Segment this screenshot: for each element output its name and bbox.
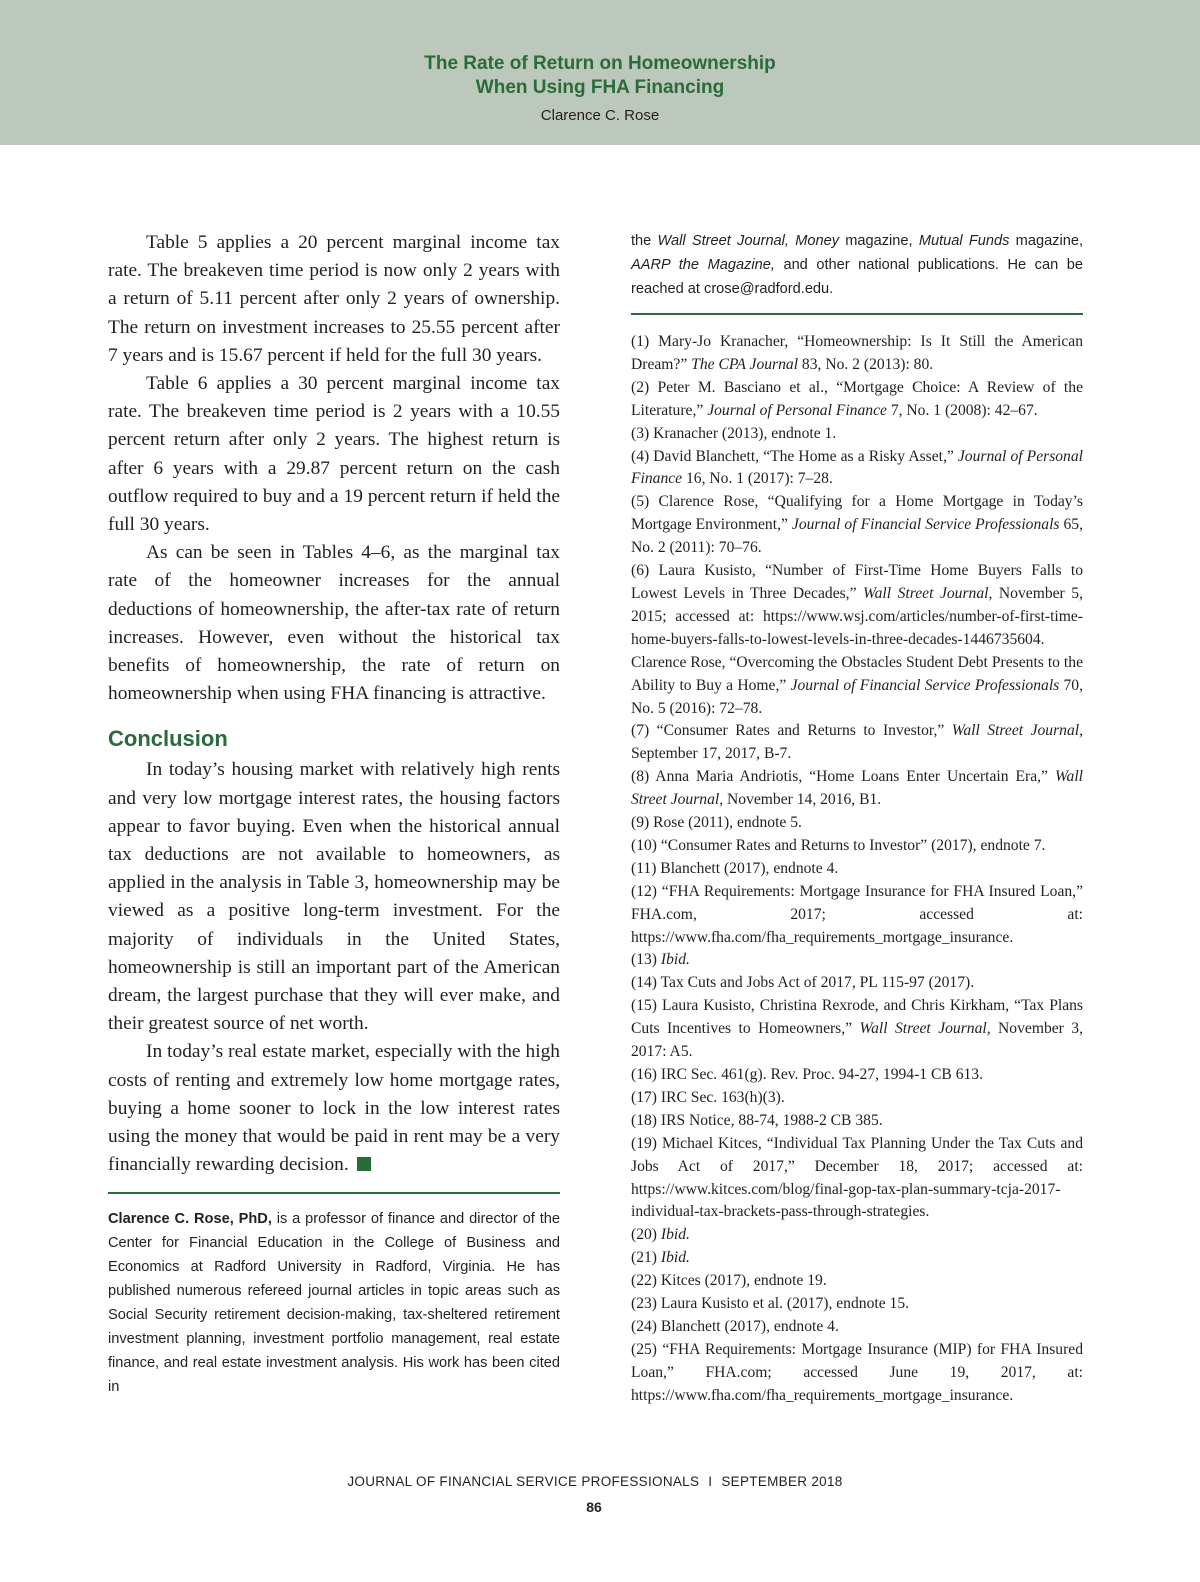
- endnote: (13) Ibid.: [631, 951, 690, 969]
- article-title-line1: The Rate of Return on Homeownership: [424, 53, 776, 74]
- body-paragraph: Table 6 applies a 30 percent marginal income tax rate. The breakeven time period is 2 years with a 10.55 percent return after only 2 years. The highest return is after 6 years with a 29.87 percent return on the cash outflow required to buy and a 19 percent return if held the full 30 years.: [108, 373, 560, 536]
- endnote: (15) Laura Kusisto, Christina Rexrode, and Chris Kirkham, “Tax Plans Cuts Incentives to Homeowners,” Wall Street Journal, November 3, 2017: A5.: [631, 997, 1083, 1061]
- endnote: (17) IRC Sec. 163(h)(3).: [631, 1088, 785, 1106]
- divider-rule: [108, 1192, 560, 1194]
- endnote: (5) Clarence Rose, “Qualifying for a Home Mortgage in Today’s Mortgage Environment,” Journal of Financial Service Professionals 65, No. 2 (2011): 70–76.: [631, 493, 1083, 557]
- right-column: [631, 229, 1083, 1408]
- bio-text: magazine,: [1009, 233, 1084, 249]
- page-number: 86: [586, 1499, 602, 1515]
- endnote: (12) “FHA Requirements: Mortgage Insurance for FHA Insured Loan,” FHA.com, 2017; accessed at: https://www.fha.com/fha_requirements_mortgage_insurance.: [631, 882, 1083, 946]
- endnote: (18) IRS Notice, 88-74, 1988-2 CB 385.: [631, 1111, 883, 1129]
- endnote: (4) David Blanchett, “The Home as a Risky Asset,” Journal of Personal Finance 16, No. 1 (2017): 7–28.: [631, 447, 1083, 488]
- article-title-line2: When Using FHA Financing: [475, 77, 725, 98]
- header-band: [0, 0, 1200, 145]
- endnote: (20) Ibid.: [631, 1226, 690, 1244]
- endnote: (2) Peter M. Basciano et al., “Mortgage Choice: A Review of the Literature,” Journal of Personal Finance 7, No. 1 (2008): 42–67.: [631, 378, 1083, 419]
- author-bio: [108, 1207, 560, 1399]
- conclusion-paragraph: [108, 1038, 560, 1179]
- bio-publication: Wall Street Journal, Money: [657, 233, 840, 249]
- bio-text: and other national publications. He can be reached at crose@radford.edu.: [631, 257, 1083, 297]
- endnote: (1) Mary-Jo Kranacher, “Homeownership: Is It Still the American Dream?” The CPA Journal 83, No. 2 (2013): 80.: [631, 333, 1083, 373]
- bio-publication: Mutual Funds: [918, 233, 1010, 249]
- bio-text: the: [631, 233, 658, 249]
- bio-text: magazine,: [839, 233, 919, 249]
- footer-journal-name: JOURNAL OF FINANCIAL SERVICE PROFESSIONALS: [347, 1474, 700, 1489]
- endnote: (7) “Consumer Rates and Returns to Investor,” Wall Street Journal, September 17, 2017, B-7.: [631, 722, 1083, 763]
- endnote: (11) Blanchett (2017), endnote 4.: [631, 859, 839, 877]
- author-bio-continued: [631, 229, 1083, 301]
- endnote: (24) Blanchett (2017), endnote 4.: [631, 1317, 839, 1335]
- footer-journal-line: [0, 1474, 1190, 1489]
- endnote: (3) Kranacher (2013), endnote 1.: [631, 424, 837, 442]
- left-column: [108, 229, 560, 1399]
- bio-author-name: Clarence C. Rose, PhD,: [108, 1210, 272, 1227]
- footer-date: SEPTEMBER 2018: [721, 1474, 843, 1489]
- endnote: (22) Kitces (2017), endnote 19.: [631, 1272, 827, 1290]
- endnotes: [631, 331, 1083, 1408]
- endnote: (19) Michael Kitces, “Individual Tax Planning Under the Tax Cuts and Jobs Act of 2017,” December 18, 2017; accessed at: https://www.kitces.com/blog/final-gop-tax-plan-summary-tcja-2017-individual-tax-brackets-pass-through-strategies.: [631, 1134, 1083, 1221]
- endnote: (23) Laura Kusisto et al. (2017), endnote 15.: [631, 1295, 910, 1313]
- article-author: Clarence C. Rose: [540, 107, 660, 124]
- conclusion-paragraph: In today’s housing market with relatively high rents and very low mortgage interest rates, the housing factors appear to favor buying. Even when the historical annual tax deductions are not available to homeowners, as applied in the analysis in Table 3, homeownership may be viewed as a positive long-term investment. For the majority of individuals in the United States, homeownership is still an important part of the American dream, the largest purchase that they will ever make, and their greatest source of net worth.: [108, 759, 560, 1035]
- conclusion-heading: Conclusion: [108, 726, 228, 752]
- body-paragraph: Table 5 applies a 20 percent marginal income tax rate. The breakeven time period is now only 2 years with a return of 5.11 percent after only 2 years of ownership. The return on investment increases to 25.55 percent after 7 years and is 15.67 percent if held for the full 30 years.: [108, 232, 560, 366]
- bio-publication: AARP the Magazine,: [631, 257, 775, 273]
- footer-separator: I: [708, 1474, 713, 1489]
- endnote: (14) Tax Cuts and Jobs Act of 2017, PL 115-97 (2017).: [631, 974, 975, 992]
- bio-text: is a professor of finance and director of the Center for Financial Education in the College of Business and Economics at Radford University in Radford, Virginia. He has published numerous refereed journal articles in topic areas such as Social Security retirement decision-making, tax-sheltered retirement investment planning, investment portfolio management, real estate finance, and real estate investment analysis. His work has been cited in: [108, 1210, 560, 1395]
- divider-rule: [631, 313, 1083, 315]
- endnote: (25) “FHA Requirements: Mortgage Insurance (MIP) for FHA Insured Loan,” FHA.com; accessed June 19, 2017, at: https://www.fha.com/fha_requirements_mortgage_insurance.: [631, 1340, 1083, 1404]
- endnote: (16) IRC Sec. 461(g). Rev. Proc. 94-27, 1994-1 CB 613.: [631, 1066, 983, 1083]
- end-mark-square: [357, 1157, 371, 1171]
- endnote: (10) “Consumer Rates and Returns to Investor” (2017), endnote 7.: [631, 836, 1046, 854]
- endnote: (9) Rose (2011), endnote 5.: [631, 814, 802, 832]
- body-paragraph: As can be seen in Tables 4–6, as the marginal tax rate of the homeowner increases for the annual deductions of homeownership, the after-tax rate of return increases. However, even without the historical tax benefits of homeownership, the rate of return on homeownership when using FHA financing is attractive.: [108, 542, 560, 705]
- conclusion-paragraph-text: In today’s real estate market, especially with the high costs of renting and extremely low home mortgage rates, buying a home sooner to lock in the low interest rates using the money that would be paid in rent may be a very financially rewarding decision.: [108, 1041, 560, 1176]
- endnote: (8) Anna Maria Andriotis, “Home Loans Enter Uncertain Era,” Wall Street Journal, November 14, 2016, B1.: [631, 768, 1083, 809]
- endnote: (6) Laura Kusisto, “Number of First-Time Home Buyers Falls to Lowest Levels in Three Decades,” Wall Street Journal, November 5, 2015; accessed at: https://www.wsj.com/articles/number-of-first-time-home-buyers-falls-to-lowest-levels-in-three-decades-1446735604. Clarence Rose, “Overcoming the Obstacles Student Debt Presents to the Ability to Buy a Home,” Journal of Financial Service Professionals 70, No. 5 (2016): 72–78.: [631, 562, 1083, 717]
- endnote: (21) Ibid.: [631, 1249, 690, 1267]
